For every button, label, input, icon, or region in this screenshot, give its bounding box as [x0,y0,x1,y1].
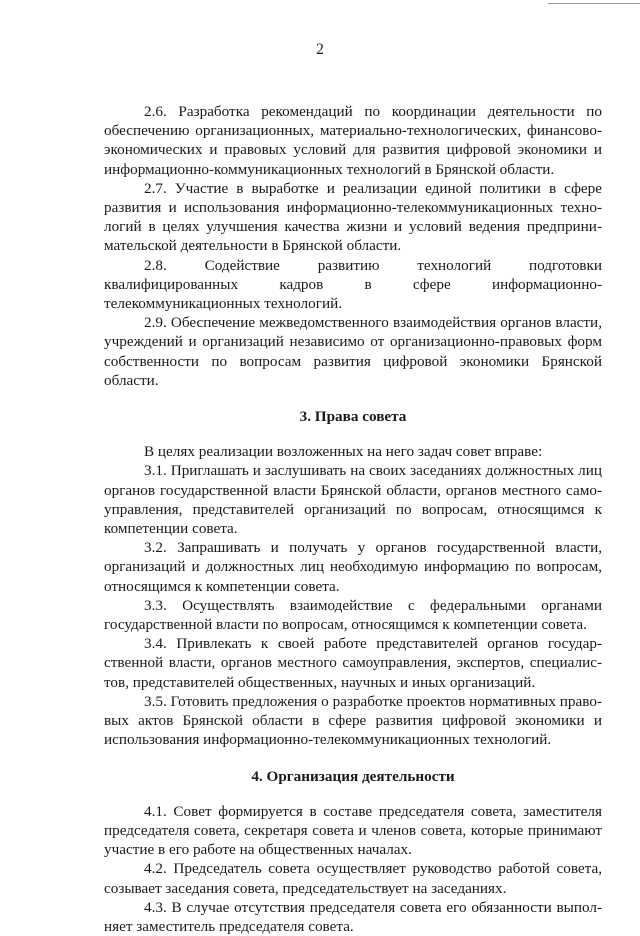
paragraph-4-3: 4.3. В случае отсутствия председателя совета его обязанности выполняет заместитель председателя совета. [104,898,602,935]
section-2-tail [104,102,602,390]
section-3 [104,442,602,749]
paragraph-3-3: 3.3. Осуществлять взаимодействие с федеральными органами государственной власти по вопросам, относящимся к компетенции совета. [104,596,602,634]
paragraph-4-2: 4.2. Председатель совета осуществляет руководство работой совета, созывает заседания совета, председательствует на заседаниях. [104,860,602,897]
paragraph-2-8: 2.8. Содействие развитию технологий подготовки квалифицированных кадров в сфере информационно-телекоммуникационных технологий. [104,256,602,313]
section-3-heading: 3. Права совета [299,408,407,426]
paragraph-4-1: 4.1. Совет формируется в составе председателя совета, заместителя председателя совета, секретаря совета и членов совета, которые принимают участие в его работе на общественных началах. [104,802,602,859]
paragraph-3-4: 3.4. Привлекать к своей работе представителей органов государственной власти, органов местного самоуправления, экспертов, специалистов, представителей общественных, научных и иных организаций. [104,635,602,691]
paragraph-3-5: 3.5. Готовить предложения о разработке проектов нормативных правовых актов Брянской области в сфере развития цифровой экономики и использования информационно-телекоммуникационных технологий. [104,692,602,749]
paragraph-3-1: 3.1. Приглашать и заслушивать на своих заседаниях должностных лиц органов государственной власти Брянской области, органов местного самоуправления, представителей организаций по вопросам, относящимся к компетенции совета. [104,462,602,538]
paragraph-2-9: 2.9. Обеспечение межведомственного взаимодействия органов власти, учреждений и организаций независимо от организационно-правовых форм собственности по вопросам развития цифровой экономики Брянской области. [104,314,602,389]
paragraph-2-7: 2.7. Участие в выработке и реализации единой политики в сфере развития и использования информационно-телекоммуникационных технологий в целях улучшения качества жизни и условий ведения предпринимательской деятельности в Брянской области. [104,179,602,255]
section-4 [104,802,602,936]
paragraph-2-6: 2.6. Разработка рекомендаций по координации деятельности по обеспечению организационных, материально-технологических, финансово-экономических и правовых условий для развития цифровой экономики и информационно-коммуникационных технологий в Брянской области. [104,103,602,178]
top-edge-rule [548,3,640,4]
section-4-heading: 4. Организация деятельности [251,767,455,785]
paragraph-3-2: 3.2. Запрашивать и получать у органов государственной власти, организаций и должностных лиц необходимую информацию по вопросам, относящимся к компетенции совета. [104,539,602,595]
page-number: 2 [316,41,324,58]
paragraph-3-intro: В целях реализации возложенных на него задач совет вправе: [144,443,543,461]
document-body [104,102,602,936]
